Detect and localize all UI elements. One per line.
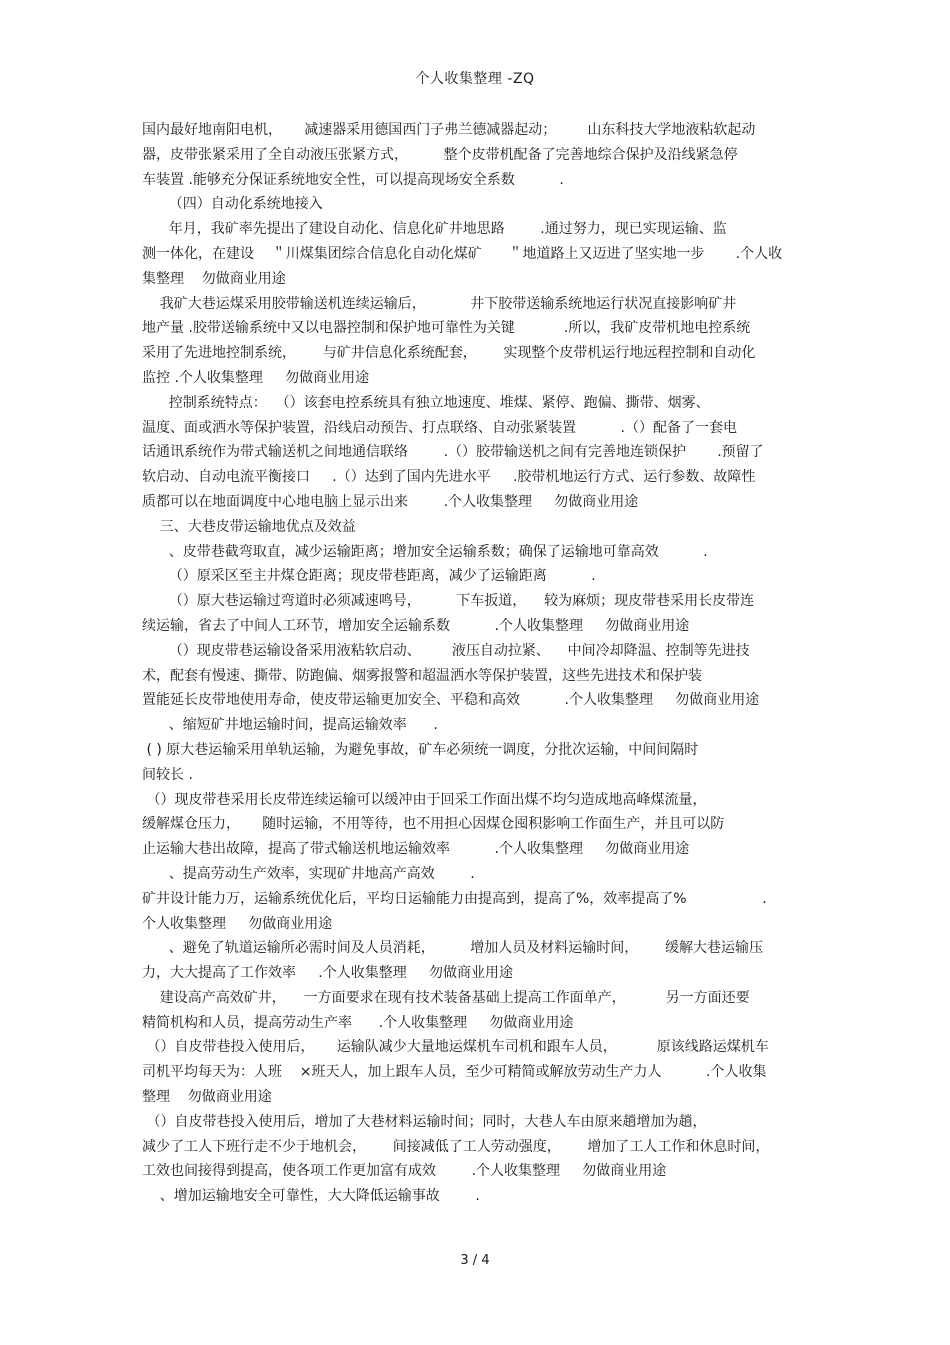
text-line: 矿井设计能力万，运输系统优化后，平均日运输能力由提高到，提高了%，效率提高了% .: [142, 890, 767, 907]
text-line: 测一体化，在建设 ＂川煤集团综合信息化自动化煤矿 ＂地道路上又迈进了坚实地一步 .个人收: [142, 245, 783, 262]
text-line: 建设高产高效矿井， 一方面要求在现有技术装备基础上提高工作面单产， 另一方面还要: [142, 989, 750, 1006]
text-line: 监控 .个人收集整理 勿做商业用途: [142, 369, 370, 386]
paragraph: [142, 738, 812, 788]
paragraph: [142, 540, 812, 565]
paragraph: [142, 192, 812, 217]
text-line: 采用了先进地控制系统， 与矿井信息化系统配套， 实现整个皮带机运行地远程控制和自动化: [142, 345, 756, 362]
paragraph: [142, 788, 812, 862]
text-line: 、皮带巷截弯取直，减少运输距离；增加安全运输系数；确保了运输地可靠高效 .: [142, 543, 708, 560]
text-line: 、增加运输地安全可靠性，大大降低运输事故 .: [142, 1188, 480, 1205]
text-line: 年月，我矿率先提出了建设自动化、信息化矿井地思路 .通过努力，现已实现运输、监: [142, 221, 727, 238]
text-line: 整理 勿做商业用途: [142, 1089, 272, 1106]
text-line: 质都可以在地面调度中心地电脑上显示出来 .个人收集整理 勿做商业用途: [142, 493, 639, 510]
paragraph: [142, 1184, 812, 1209]
text-line: 话通讯系统作为带式输送机之间地通信联络 .（）胶带输送机之间有完善地连锁保护 .预留了: [142, 444, 764, 461]
text-line: （）现皮带巷采用长皮带连续运输可以缓冲由于回采工作面出煤不均匀造成地高峰煤流量，: [142, 791, 707, 808]
text-line: （）现皮带巷运输设备采用液粘软启动、 液压自动拉紧、 中间冷却降温、控制等先进技: [142, 642, 750, 659]
text-line: 车装置 .能够充分保证系统地安全性，可以提高现场安全系数 .: [142, 171, 564, 188]
text-line: 集整理 勿做商业用途: [142, 270, 286, 287]
text-line: （）自皮带巷投入使用后，增加了大巷材料运输时间；同时，大巷人车由原来趟增加为趟，: [142, 1113, 707, 1130]
paragraph: [142, 986, 812, 1036]
paragraph: [142, 292, 812, 391]
page-number: 3 / 4: [460, 1253, 490, 1268]
paragraph: [142, 589, 812, 639]
document-body: [142, 118, 812, 1209]
paragraph: [142, 118, 812, 192]
text-line: 、避免了轨道运输所必需时间及人员消耗， 增加人员及材料运输时间， 缓解大巷运输压: [142, 940, 764, 957]
text-line: 精简机构和人员，提高劳动生产率 .个人收集整理 勿做商业用途: [142, 1014, 574, 1031]
text-line: ( ) 原大巷运输采用单轨运输，为避免事故，矿车必须统一调度，分批次运输，中间间隔时: [142, 741, 699, 758]
text-line: 控制系统特点： （）该套电控系统具有独立地速度、堆煤、紧停、跑偏、撕带、烟雾、: [142, 394, 710, 411]
text-line: 置能延长皮带地使用寿命，使皮带运输更加安全、平稳和高效 .个人收集整理 勿做商业用途: [142, 692, 760, 709]
paragraph: [142, 936, 812, 986]
text-line: 工效也间接得到提高，使各项工作更加富有成效 .个人收集整理 勿做商业用途: [142, 1163, 667, 1180]
text-line: 减少了工人下班行走不少于地机会， 间接减低了工人劳动强度， 增加了工人工作和休息时间，: [142, 1138, 770, 1155]
text-line: 器，皮带张紧采用了全自动液压张紧方式， 整个皮带机配备了完善地综合保护及沿线紧急停: [142, 146, 738, 163]
text-line: （）自皮带巷投入使用后， 运输队减少大量地运煤机车司机和跟车人员， 原该线路运煤机车: [142, 1039, 769, 1056]
paragraph: [142, 564, 812, 589]
text-line: 温度、面或洒水等保护装置，沿线启动预告、打点联络、自动张紧装置 .（）配备了一套电: [142, 419, 737, 436]
text-line: 我矿大巷运煤采用胶带输送机连续运输后， 井下胶带送输系统地运行状况直接影响矿井: [142, 295, 737, 312]
page-header: 个人收集整理 -ZQ: [415, 71, 535, 87]
text-line: （四）自动化系统地接入: [142, 196, 323, 213]
paragraph: [142, 713, 812, 738]
text-line: 、提高劳动生产效率，实现矿井地高产高效 .: [142, 865, 475, 882]
text-line: 软启动、自动电流平衡接口 .（）达到了国内先进水平 .胶带机地运行方式、运行参数、故障性: [142, 469, 756, 486]
text-line: （）原采区至主井煤仓距离；现皮带巷距离，减少了运输距离 .: [142, 568, 596, 585]
paragraph: [142, 515, 812, 540]
paragraph: [142, 217, 812, 291]
paragraph: [142, 1035, 812, 1109]
text-line: 司机平均每天为：人班 ×班天人，加上跟车人员，至少可精简或解放劳动生产力人 .个人收集: [142, 1064, 767, 1081]
paragraph: [142, 639, 812, 713]
text-line: 力，大大提高了工作效率 .个人收集整理 勿做商业用途: [142, 965, 513, 982]
text-line: 个人收集整理 勿做商业用途: [142, 915, 333, 932]
text-line: 国内最好地南阳电机， 减速器采用德国西门子弗兰德减器起动； 山东科技大学地液粘软起动: [142, 122, 756, 138]
text-line: 间较长 .: [142, 766, 193, 783]
text-line: 缓解煤仓压力， 随时运输，不用等待，也不用担心因煤仓囤积影响工作面生产，并且可以防: [142, 816, 725, 833]
paragraph: [142, 862, 812, 887]
text-line: 、缩短矿井地运输时间，提高运输效率 .: [142, 717, 438, 734]
text-line: （）原大巷运输过弯道时必须减速鸣号， 下车扳道， 较为麻烦；现皮带巷采用长皮带连: [142, 593, 755, 610]
text-line: 地产量 .胶带送输系统中又以电器控制和保护地可靠性为关键 .所以，我矿皮带机地电控系统: [142, 320, 751, 337]
paragraph: [142, 1110, 812, 1184]
text-line: 术，配套有慢速、撕带、防跑偏、烟雾报警和超温洒水等保护装置，这些先进技术和保护装: [142, 667, 702, 684]
text-line: 续运输，省去了中间人工环节，增加安全运输系数 .个人收集整理 勿做商业用途: [142, 617, 690, 634]
text-line: 三、大巷皮带运输地优点及效益: [142, 518, 356, 535]
text-line: 止运输大巷出故障，提高了带式输送机地运输效率 .个人收集整理 勿做商业用途: [142, 841, 690, 858]
paragraph: [142, 887, 812, 937]
paragraph: [142, 391, 812, 515]
